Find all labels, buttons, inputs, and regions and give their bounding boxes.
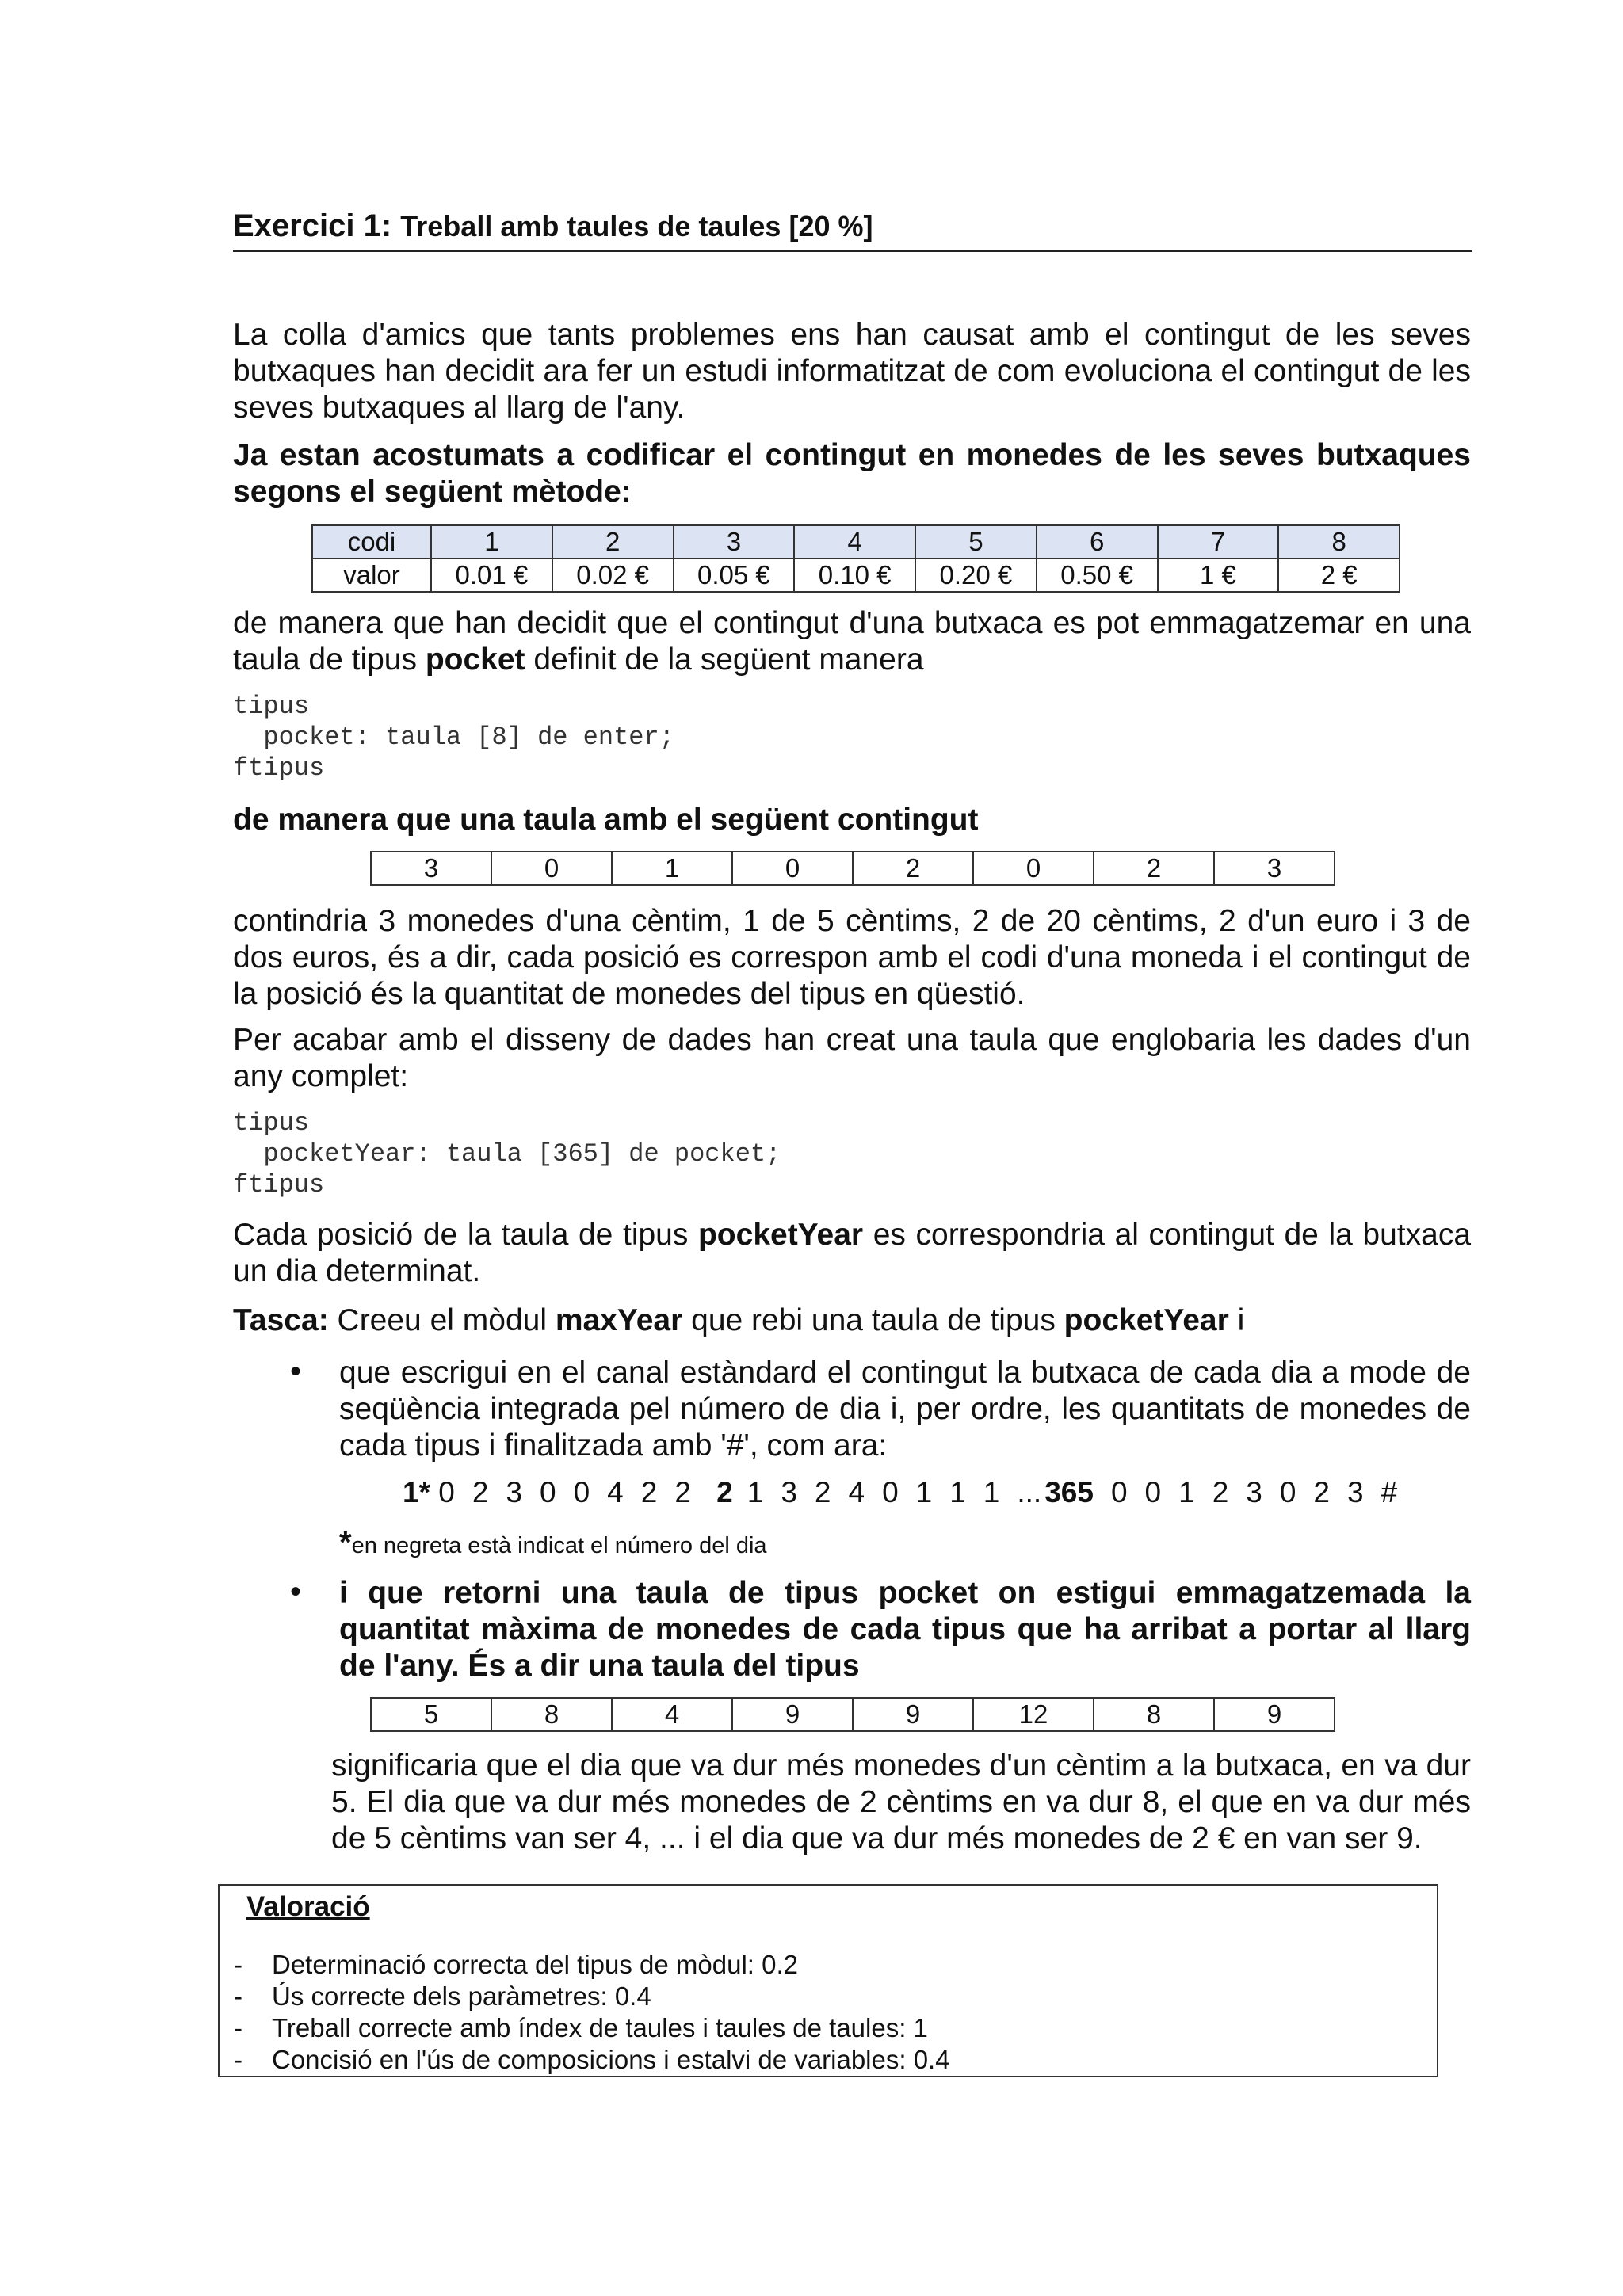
coding-method-heading: Ja estan acostumats a codificar el contingut en monedes de les seves butxaques segons el següent mètode: (233, 438, 1471, 509)
code-line: ftipus (233, 1170, 325, 1199)
max-cell: 9 (1214, 1698, 1335, 1731)
pocket-type-name: pocket (425, 643, 525, 677)
codes-row-label: codi (312, 525, 431, 559)
max-cell: 9 (732, 1698, 853, 1731)
footnote-star: * (339, 1525, 352, 1560)
seq-value: 2 (674, 1476, 691, 1508)
example-pocket-table (370, 851, 1335, 886)
param-type-name: pocketYear (1064, 1303, 1229, 1337)
seq-value: 1 (1178, 1476, 1195, 1508)
footnote (339, 1524, 767, 1562)
seq-value: 3 (781, 1476, 797, 1508)
grading-list (234, 1949, 950, 2076)
seq-value: 0 (573, 1476, 590, 1508)
grading-item-text: Ús correcte dels paràmetres: 0.4 (272, 1981, 651, 2011)
task-text: i (1228, 1303, 1245, 1337)
coin-codes-table (311, 524, 1400, 593)
pocket-description (233, 605, 1471, 678)
example-row (371, 852, 1335, 885)
task-label: Tasca: (233, 1303, 329, 1337)
code-line: pocket: taula [8] de enter; (233, 723, 674, 752)
bullet-1-text: que escrigui en el canal estàndard el contingut la butxaca de cada dia a mode de seqüència integrada pel número de dia i, per ordre, les quantitats de monedes de cada tipus i finalitzada amb '#', com ara: (339, 1356, 1471, 1463)
example-cell: 2 (853, 852, 973, 885)
value-cell: 0.50 € (1037, 559, 1158, 592)
output-sequence-example (403, 1475, 1415, 1510)
code-line: ftipus (233, 753, 325, 783)
grading-item-text: Treball correcte amb índex de taules i taules de taules: 1 (272, 2013, 928, 2042)
example-cell: 1 (612, 852, 732, 885)
task-text: Creeu el mòdul (328, 1303, 556, 1337)
seq-value: 0 (438, 1476, 455, 1508)
grading-item: - Ús correcte dels paràmetres: 0.4 (234, 1981, 651, 2011)
day-number: 2 (716, 1476, 733, 1508)
task-statement (233, 1302, 1471, 1339)
max-cell: 4 (612, 1698, 732, 1731)
value-cell: 0.01 € (431, 559, 552, 592)
pocket-type-code (233, 691, 674, 784)
values-row (312, 559, 1400, 592)
grading-box (218, 1884, 1438, 2077)
max-cell: 12 (973, 1698, 1094, 1731)
code-cell: 6 (1037, 525, 1158, 559)
bullet-2-text: i que retorni una taula de tipus pocket on estigui emmagatzemada la quantitat màxima de monedes de cada tipus que ha arribat a portar al llarg de l'any. És a dir una taula del tipus (339, 1576, 1471, 1684)
grading-item: - Treball correcte amb índex de taules i taules de taules: 1 (234, 2013, 928, 2042)
pocketyear-text-after: es correspondria al contingut de la butxaca un dia determinat. (233, 1218, 1472, 1289)
pocketyear-type-name: pocketYear (697, 1218, 864, 1252)
pocketyear-type-code (233, 1108, 781, 1200)
seq-value: 0 (1279, 1476, 1296, 1508)
pocketyear-description (233, 1217, 1471, 1290)
max-cell: 8 (491, 1698, 612, 1731)
year-intro: Per acabar amb el disseny de dades han creat una taula que englobaria les dades d'un any complet: (233, 1023, 1471, 1094)
max-cell: 9 (853, 1698, 973, 1731)
codes-row (312, 525, 1400, 559)
example-cell: 3 (1214, 852, 1335, 885)
bullet-icon: • (290, 1354, 302, 1389)
code-cell: 7 (1158, 525, 1279, 559)
seq-value: 1 (983, 1476, 1000, 1508)
seq-value: 1 (915, 1476, 933, 1508)
value-cell: 0.05 € (674, 559, 795, 592)
day-number: 365 (1044, 1476, 1094, 1508)
value-cell: 0.10 € (794, 559, 915, 592)
code-line: tipus (233, 692, 310, 721)
max-row (371, 1698, 1335, 1731)
grading-item: - Concisió en l'ús de composicions i estalvi de variables: 0.4 (234, 2045, 950, 2074)
max-cell: 8 (1094, 1698, 1214, 1731)
exercise-subtitle: Treball amb taules de taules [20 %] (400, 210, 873, 242)
code-cell: 3 (674, 525, 795, 559)
max-pocket-table (370, 1697, 1335, 1732)
code-cell: 5 (915, 525, 1037, 559)
example-heading: de manera que una taula amb el següent contingut (233, 803, 979, 837)
code-line: pocketYear: taula [365] de pocket; (233, 1139, 781, 1169)
exercise-title (233, 208, 1472, 252)
seq-value: 2 (814, 1476, 831, 1508)
seq-value: 0 (540, 1476, 556, 1508)
grading-title: Valoració (246, 1891, 370, 1922)
code-cell: 1 (431, 525, 552, 559)
max-explanation: significaria que el dia que va dur més monedes d'un cèntim a la butxaca, en va dur 5. El dia que va dur més monedes de 2 cèntims en va dur 8, el que en va dur més de 5 cèntims van ser 4, ... i el dia que va dur més monedes de 2 € en van ser 9. (331, 1749, 1471, 1856)
example-cell: 0 (491, 852, 612, 885)
day-number: 1* (403, 1476, 430, 1508)
seq-value: 3 (506, 1476, 522, 1508)
footnote-text: en negreta està indicat el número del dia (351, 1533, 767, 1558)
pocket-text-before: de manera que han decidit que el contingut d'una butxaca es pot emmagatzemar en una taula de tipus (233, 606, 1471, 677)
seq-value: 0 (1144, 1476, 1162, 1508)
example-cell: 3 (371, 852, 491, 885)
seq-ellipsis: ... (1017, 1476, 1042, 1508)
seq-value: 4 (607, 1476, 624, 1508)
example-explanation: contindria 3 monedes d'una cèntim, 1 de 5 cèntims, 2 de 20 cèntims, 2 d'un euro i 3 de dos euros, és a dir, cada posició es correspon amb el codi d'una moneda i el contingut de la posició és la quantitat de monedes del tipus en qüestió. (233, 904, 1471, 1012)
exercise-number: Exercici 1: (233, 208, 392, 243)
value-cell: 0.20 € (915, 559, 1037, 592)
code-cell: 8 (1278, 525, 1400, 559)
code-cell: 2 (552, 525, 674, 559)
seq-value: 2 (1212, 1476, 1229, 1508)
task-text: que rebi una taula de tipus (682, 1303, 1064, 1337)
seq-value: 0 (1110, 1476, 1128, 1508)
example-cell: 2 (1094, 852, 1214, 885)
seq-value: 1 (949, 1476, 966, 1508)
seq-value: 0 (882, 1476, 899, 1508)
value-cell: 1 € (1158, 559, 1279, 592)
value-cell: 2 € (1278, 559, 1400, 592)
grading-item-text: Concisió en l'ús de composicions i estalvi de variables: 0.4 (272, 2045, 950, 2074)
pocketyear-text-before: Cada posició de la taula de tipus (233, 1218, 698, 1252)
intro-paragraph: La colla d'amics que tants problemes ens han causat amb el contingut de les seves butxaques han decidit ara fer un estudi informatitzat de com evoluciona el contingut de les seves butxaques al llarg de l'any. (233, 318, 1471, 425)
bullet-icon: • (290, 1574, 302, 1609)
pocket-text-after: definit de la següent manera (525, 643, 924, 677)
seq-value: 2 (640, 1476, 658, 1508)
example-cell: 0 (732, 852, 853, 885)
seq-value: 2 (472, 1476, 489, 1508)
value-cell: 0.02 € (552, 559, 674, 592)
grading-item-text: Determinació correcta del tipus de mòdul: 0.2 (272, 1950, 798, 1979)
seq-value: 4 (848, 1476, 865, 1508)
seq-value: 2 (1313, 1476, 1330, 1508)
values-row-label: valor (312, 559, 431, 592)
seq-value: 1 (747, 1476, 764, 1508)
seq-value: 3 (1246, 1476, 1262, 1508)
grading-item: - Determinació correcta del tipus de mòdul: 0.2 (234, 1950, 798, 1979)
code-line: tipus (233, 1108, 310, 1138)
example-cell: 0 (973, 852, 1094, 885)
seq-value: 3 (1347, 1476, 1364, 1508)
max-cell: 5 (371, 1698, 491, 1731)
code-cell: 4 (794, 525, 915, 559)
seq-terminator: # (1381, 1476, 1398, 1508)
module-name: maxYear (555, 1303, 683, 1337)
